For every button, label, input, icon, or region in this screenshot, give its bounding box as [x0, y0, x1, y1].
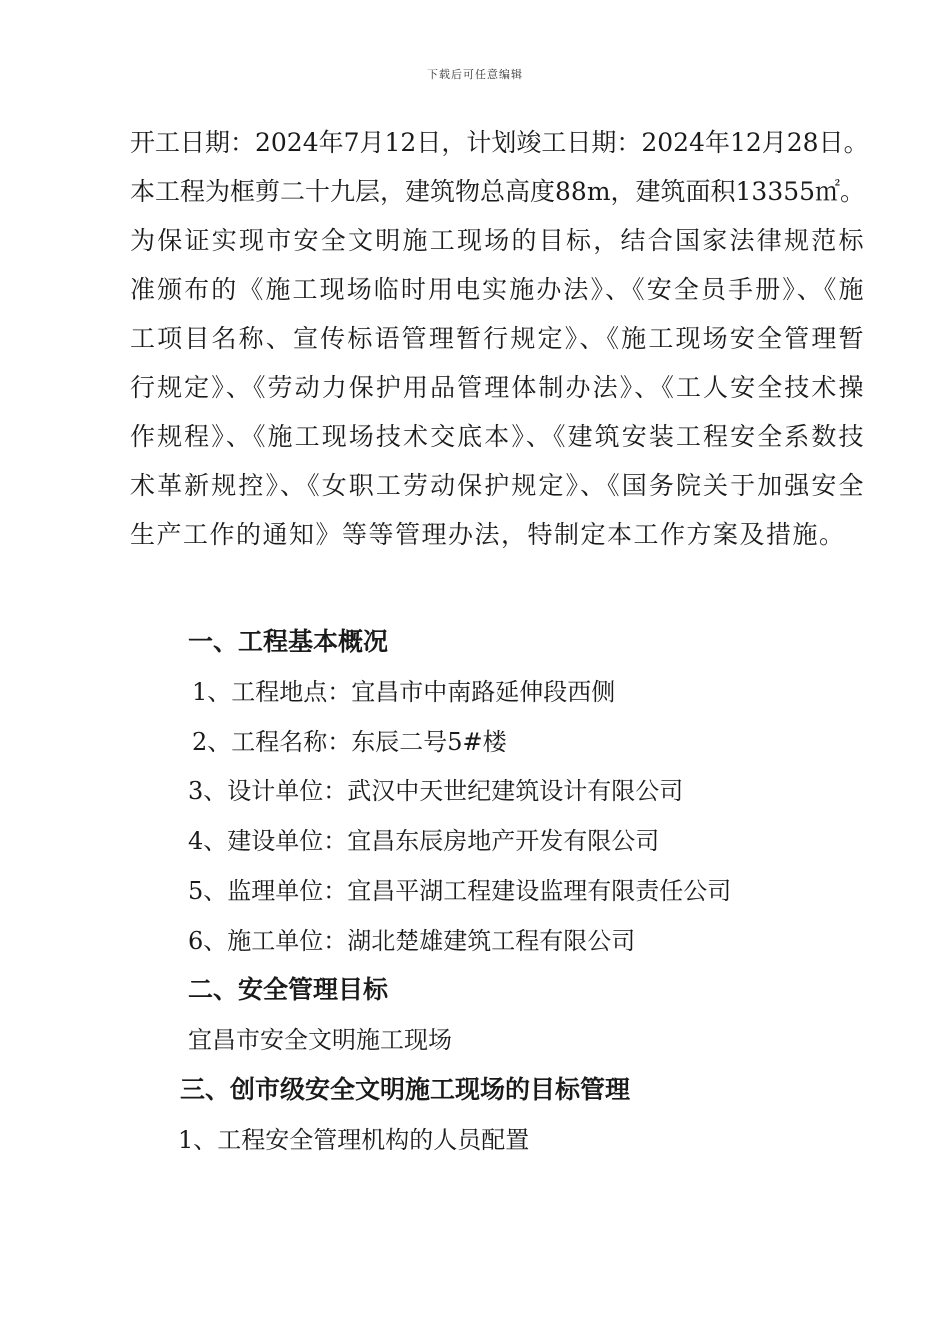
list-item-supervision-unit: 5、监理单位：宜昌平湖工程建设监理有限责任公司	[188, 877, 732, 905]
list-item-design-unit: 3、设计单位：武汉中天世纪建筑设计有限公司	[188, 777, 684, 805]
list-item-project-name: 2、工程名称：东辰二号5#楼	[192, 728, 507, 756]
section-heading-project-overview: 一、工程基本概况	[188, 627, 389, 656]
safety-goal-text: 宜昌市安全文明施工现场	[188, 1026, 452, 1054]
start-end-dates-text: 开工日期：2024年7月12日，计划竣工日期：2024年12月28日。	[130, 128, 869, 157]
list-item-contractor: 6、施工单位：湖北楚雄建筑工程有限公司	[188, 927, 636, 955]
list-item-project-location: 1、工程地点：宜昌市中南路延伸段西侧	[192, 678, 616, 706]
section-heading-safety-goal: 二、安全管理目标	[188, 975, 389, 1004]
building-summary-text: 本工程为框剪二十九层，建筑物总高度88m，建筑面积13355㎡。	[130, 177, 866, 206]
intro-paragraph: 为保证实现市安全文明施工现场的目标，结合国家法律规范标准颁布的《施工现场临时用电实施办法》、《安全员手册》、《施工项目名称、宣传标语管理暂行规定》、《施工现场安全管理暂行规定》、《劳动力保护用品管理体制办法》、《工人安全技术操作规程》、《施工现场技术交底本》、《建筑安装工程安全系数技术革新规控》、《女职工劳动保护规定》、《国务院关于加强安全生产工作的通知》等等管理办法，特制定本工作方案及措施。	[130, 226, 865, 549]
list-item-construction-owner: 4、建设单位：宜昌东辰房地产开发有限公司	[188, 827, 660, 855]
subsection-staffing-text: 1、工程安全管理机构的人员配置	[178, 1126, 530, 1154]
page-header-note: 下载后可任意编辑	[427, 68, 523, 81]
section-heading-goal-management: 三、创市级安全文明施工现场的目标管理	[180, 1075, 631, 1104]
